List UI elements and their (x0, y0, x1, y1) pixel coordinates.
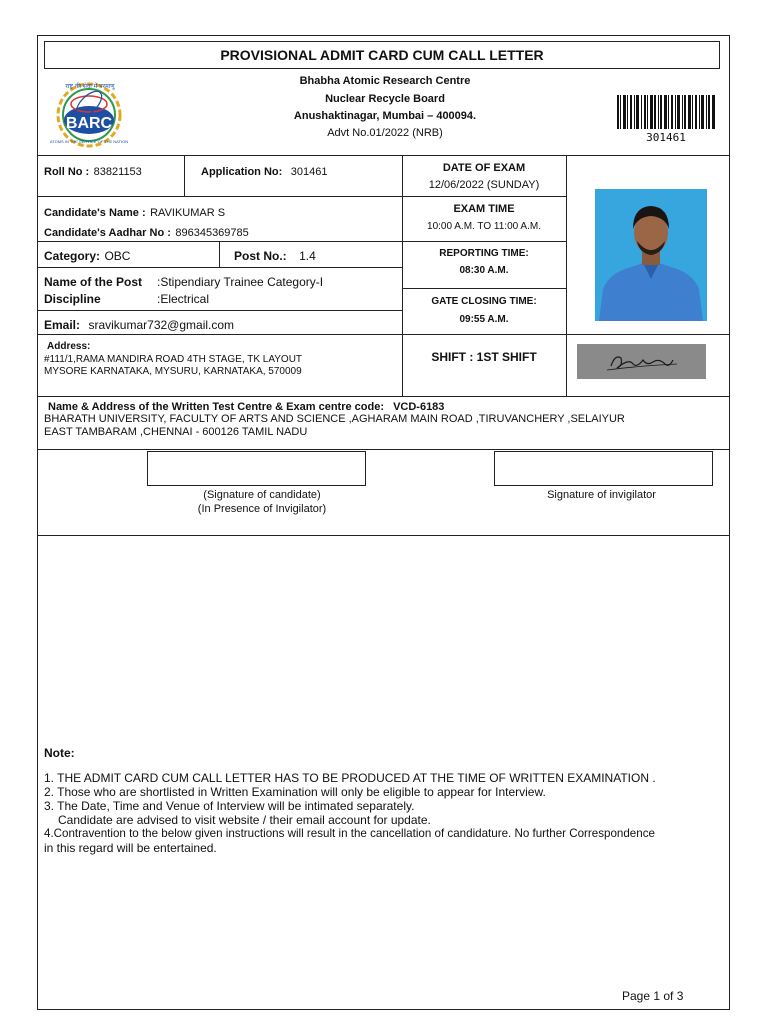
email-label: Email: (44, 318, 81, 332)
candidate-photo (595, 189, 707, 321)
signature-scribble-icon (577, 344, 706, 379)
invigilator-signature-box (494, 451, 713, 486)
invigilator-signature-caption: Signature of invigilator (547, 489, 656, 501)
candidate-name (44, 203, 225, 221)
post-value: :Stipendiary Trainee Category-I (157, 275, 324, 289)
aadhar-label: Candidate's Aadhar No : (44, 227, 171, 239)
note-heading: Note: (44, 746, 75, 760)
exam-time-value: 10:00 A.M. TO 11:00 A.M. (427, 221, 541, 232)
email-value: sravikumar732@gmail.com (88, 318, 235, 332)
divider (37, 334, 730, 335)
divider (37, 535, 730, 536)
person-photo-icon (595, 189, 707, 321)
barcode (617, 95, 715, 129)
gate-closing-label: GATE CLOSING TIME: (431, 296, 537, 307)
discipline-label: Discipline (44, 292, 101, 306)
application-label: Application No: (201, 166, 283, 178)
aadhar-number (44, 223, 249, 241)
candidate-signature-caption: (Signature of candidate) (203, 489, 321, 501)
divider (402, 288, 566, 289)
candidate-signature-box (147, 451, 366, 486)
note-item-4b: in this regard will be entertained. (44, 841, 217, 855)
logo-bottom-text: ATOMS IN THE SERVICE OF THE NATION (49, 139, 129, 144)
divider (402, 196, 566, 197)
exam-centre-label: Name & Address of the Written Test Centre & Exam centre code: (48, 401, 384, 413)
org-name: Bhabha Atomic Research Centre (299, 75, 471, 87)
note-item-3: 3. The Date, Time and Venue of Interview will be intimated separately. (44, 799, 415, 813)
advt-number: Advt No.01/2022 (NRB) (327, 127, 443, 139)
exam-centre-code: VCD-6183 (393, 401, 445, 413)
roll-label: Roll No : (44, 166, 90, 178)
address-line1: #111/1,RAMA MANDIRA ROAD 4TH STAGE, TK LAYOUT (44, 354, 303, 365)
candidate-signature-caption-2: (In Presence of Invigilator) (197, 503, 327, 515)
divider (184, 155, 185, 196)
category-label: Category: (44, 249, 101, 263)
name-value: RAVIKUMAR S (150, 207, 226, 219)
exam-centre-line1: BHARATH UNIVERSITY, FACULTY OF ARTS AND SCIENCE ,AGHARAM MAIN ROAD ,TIRUVANCHERY ,SELAIYUR (44, 413, 625, 425)
address-line2: MYSORE KARNATAKA, MYSURU, KARNATAKA, 570009 (44, 366, 302, 377)
application-number (201, 162, 327, 180)
divider (37, 449, 730, 450)
reporting-time-value: 08:30 A.M. (459, 265, 509, 276)
reporting-time-label: REPORTING TIME: (439, 248, 529, 259)
note-item-1: 1. THE ADMIT CARD CUM CALL LETTER HAS TO BE PRODUCED AT THE TIME OF WRITTEN EXAMINATION . (44, 771, 656, 785)
divider (37, 310, 402, 311)
divider (219, 241, 220, 267)
post-number (234, 247, 316, 265)
barcode-icon (617, 95, 715, 129)
org-address: Anushaktinagar, Mumbai – 400094. (293, 110, 477, 122)
email (44, 316, 234, 334)
name-label: Candidate's Name : (44, 207, 146, 219)
divider (402, 241, 566, 242)
exam-centre-line2: EAST TAMBARAM ,CHENNAI - 600126 TAMIL NADU (44, 426, 308, 438)
logo-top-text: राष्ट्र की सेवा में परमाणु (65, 83, 115, 90)
note-item-2: 2. Those who are shortlisted in Written Examination will only be eligible to appear for Interview. (44, 785, 546, 799)
divider (37, 396, 730, 397)
org-board: Nuclear Recycle Board (325, 93, 445, 105)
exam-time-label: EXAM TIME (453, 203, 515, 215)
divider (37, 267, 402, 268)
note-item-4: 4.Contravention to the below given instructions will result in the cancellation of candidature. No further Correspondence (44, 827, 655, 840)
divider (37, 155, 730, 156)
page-title: PROVISIONAL ADMIT CARD CUM CALL LETTER (44, 41, 720, 69)
category-value: OBC (104, 249, 131, 263)
divider (566, 155, 567, 396)
shift: SHIFT : 1ST SHIFT (431, 350, 537, 364)
address-label: Address: (47, 341, 91, 352)
exam-centre-heading (48, 401, 444, 413)
roll-value: 83821153 (93, 166, 142, 178)
candidate-signature-image (577, 344, 706, 379)
roll-number (44, 162, 142, 180)
page-number: Page 1 of 3 (622, 989, 684, 1003)
barcode-number: 301461 (646, 131, 686, 144)
discipline-value: :Electrical (157, 292, 210, 306)
exam-date-label: DATE OF EXAM (442, 162, 526, 174)
note-item-3b: Candidate are advised to visit website / their email account for update. (58, 813, 431, 827)
divider (37, 196, 402, 197)
logo-text: BARC (65, 115, 113, 132)
admit-card-frame (37, 35, 730, 1010)
post-label: Name of the Post (44, 275, 143, 289)
category (44, 247, 130, 265)
gate-closing-value: 09:55 A.M. (459, 314, 509, 325)
application-value: 301461 (290, 166, 328, 178)
aadhar-value: 896345369785 (175, 227, 249, 239)
post-no-value: 1.4 (299, 249, 316, 263)
exam-date-value: 12/06/2022 (SUNDAY) (428, 179, 540, 191)
post-no-label: Post No.: (234, 249, 287, 263)
